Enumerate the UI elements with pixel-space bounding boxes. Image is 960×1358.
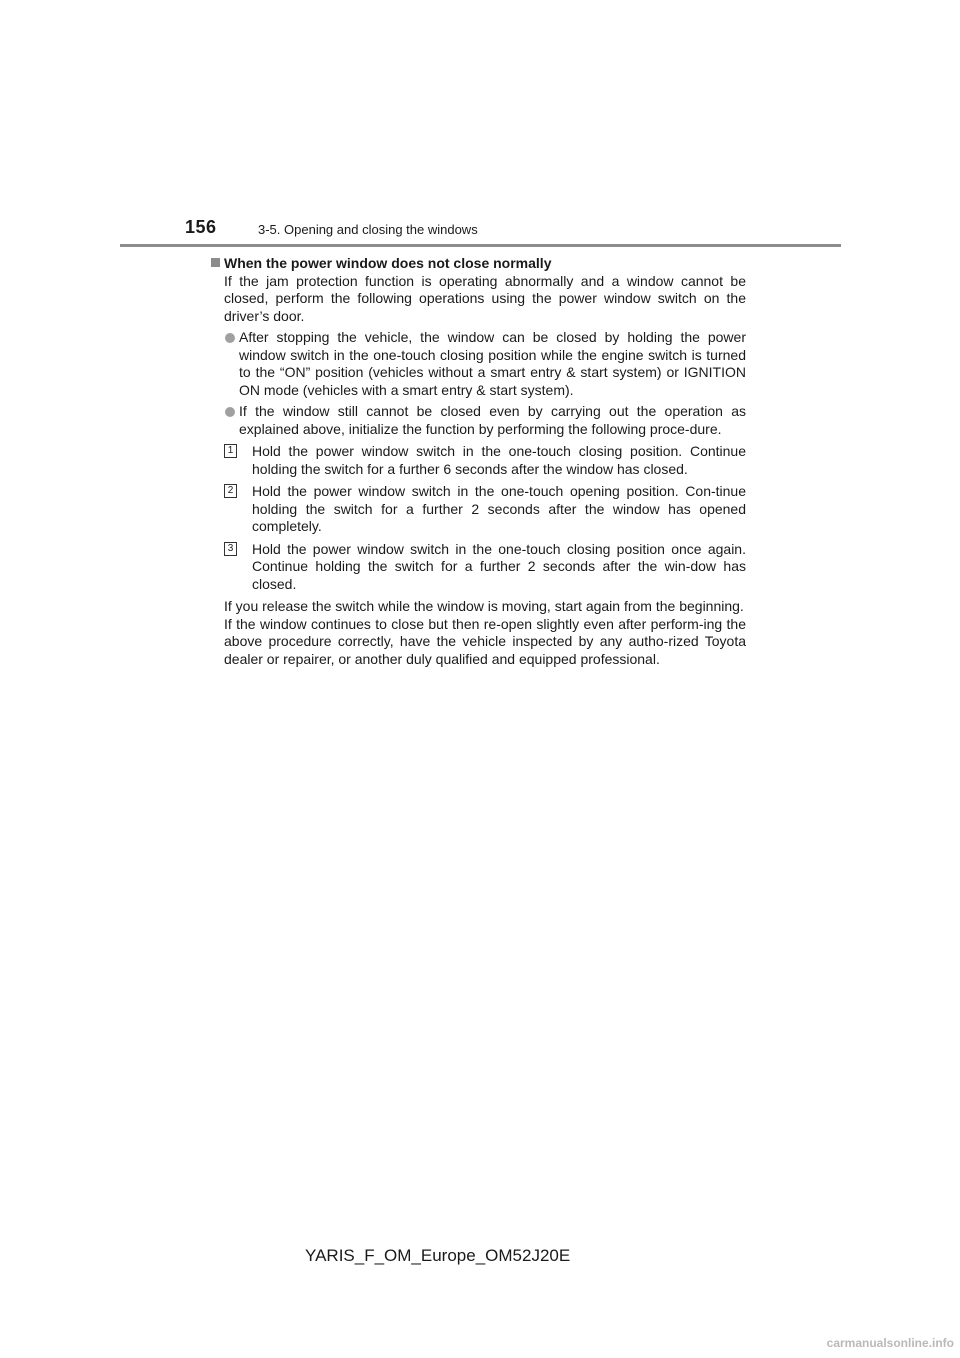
step-text: Hold the power window switch in the one-touch closing position. Continue holding the switch for a further 6 seconds after the window has closed. xyxy=(252,443,746,477)
intro-paragraph: If the jam protection function is operating abnormally and a window cannot be closed, perform the following operations using the power window switch on the driver’s door. xyxy=(224,272,746,324)
circle-bullet-icon xyxy=(225,407,235,417)
document-id: YARIS_F_OM_Europe_OM52J20E xyxy=(305,1246,571,1265)
page-number: 156 xyxy=(185,217,217,237)
section-heading-text: When the power window does not close normally xyxy=(224,255,552,271)
bullet-text: If the window still cannot be closed even by carrying out the operation as explained above, initialize the function by performing the following proce-dure. xyxy=(239,403,746,437)
section-title: 3-5. Opening and closing the windows xyxy=(258,222,478,237)
step-text: Hold the power window switch in the one-touch closing position once again. Continue holding the switch for a further 2 seconds after the win-dow has closed. xyxy=(252,540,746,592)
step-number-box: 1 xyxy=(224,444,237,458)
step-text: Hold the power window switch in the one-touch opening position. Con-tinue holding the switch for a further 2 seconds after the window has opened completely. xyxy=(252,483,746,534)
watermark-link[interactable]: carmanualsonline.info xyxy=(826,1336,954,1350)
bullet-item xyxy=(224,403,746,438)
restart-note: If you release the switch while the window is moving, start again from the beginning. xyxy=(224,598,744,614)
step-item xyxy=(227,483,746,536)
header-rule xyxy=(120,244,841,247)
bullet-item xyxy=(224,329,746,399)
square-bullet-icon xyxy=(211,258,220,267)
inspection-note: If the window continues to close but then re-open slightly even after perform-ing the above procedure correctly, have the vehicle inspected by any autho-rized Toyota dealer or repairer, or another duly qualified and equipped professional. xyxy=(224,615,746,667)
step-item xyxy=(227,540,746,594)
bullet-text: After stopping the vehicle, the window can be closed by holding the power window switch in the one-touch closing position while the engine switch is turned to the “ON” position (vehicles without a smart entry & start system) or IGNITION ON mode (vehicles with a smart entry & start system). xyxy=(239,329,746,398)
closing-note xyxy=(224,598,746,668)
content-body xyxy=(211,255,746,668)
section-heading xyxy=(211,255,746,273)
step-item xyxy=(227,443,746,478)
circle-bullet-icon xyxy=(225,333,235,343)
step-number-box: 3 xyxy=(224,542,237,556)
step-number-box: 2 xyxy=(224,484,237,498)
